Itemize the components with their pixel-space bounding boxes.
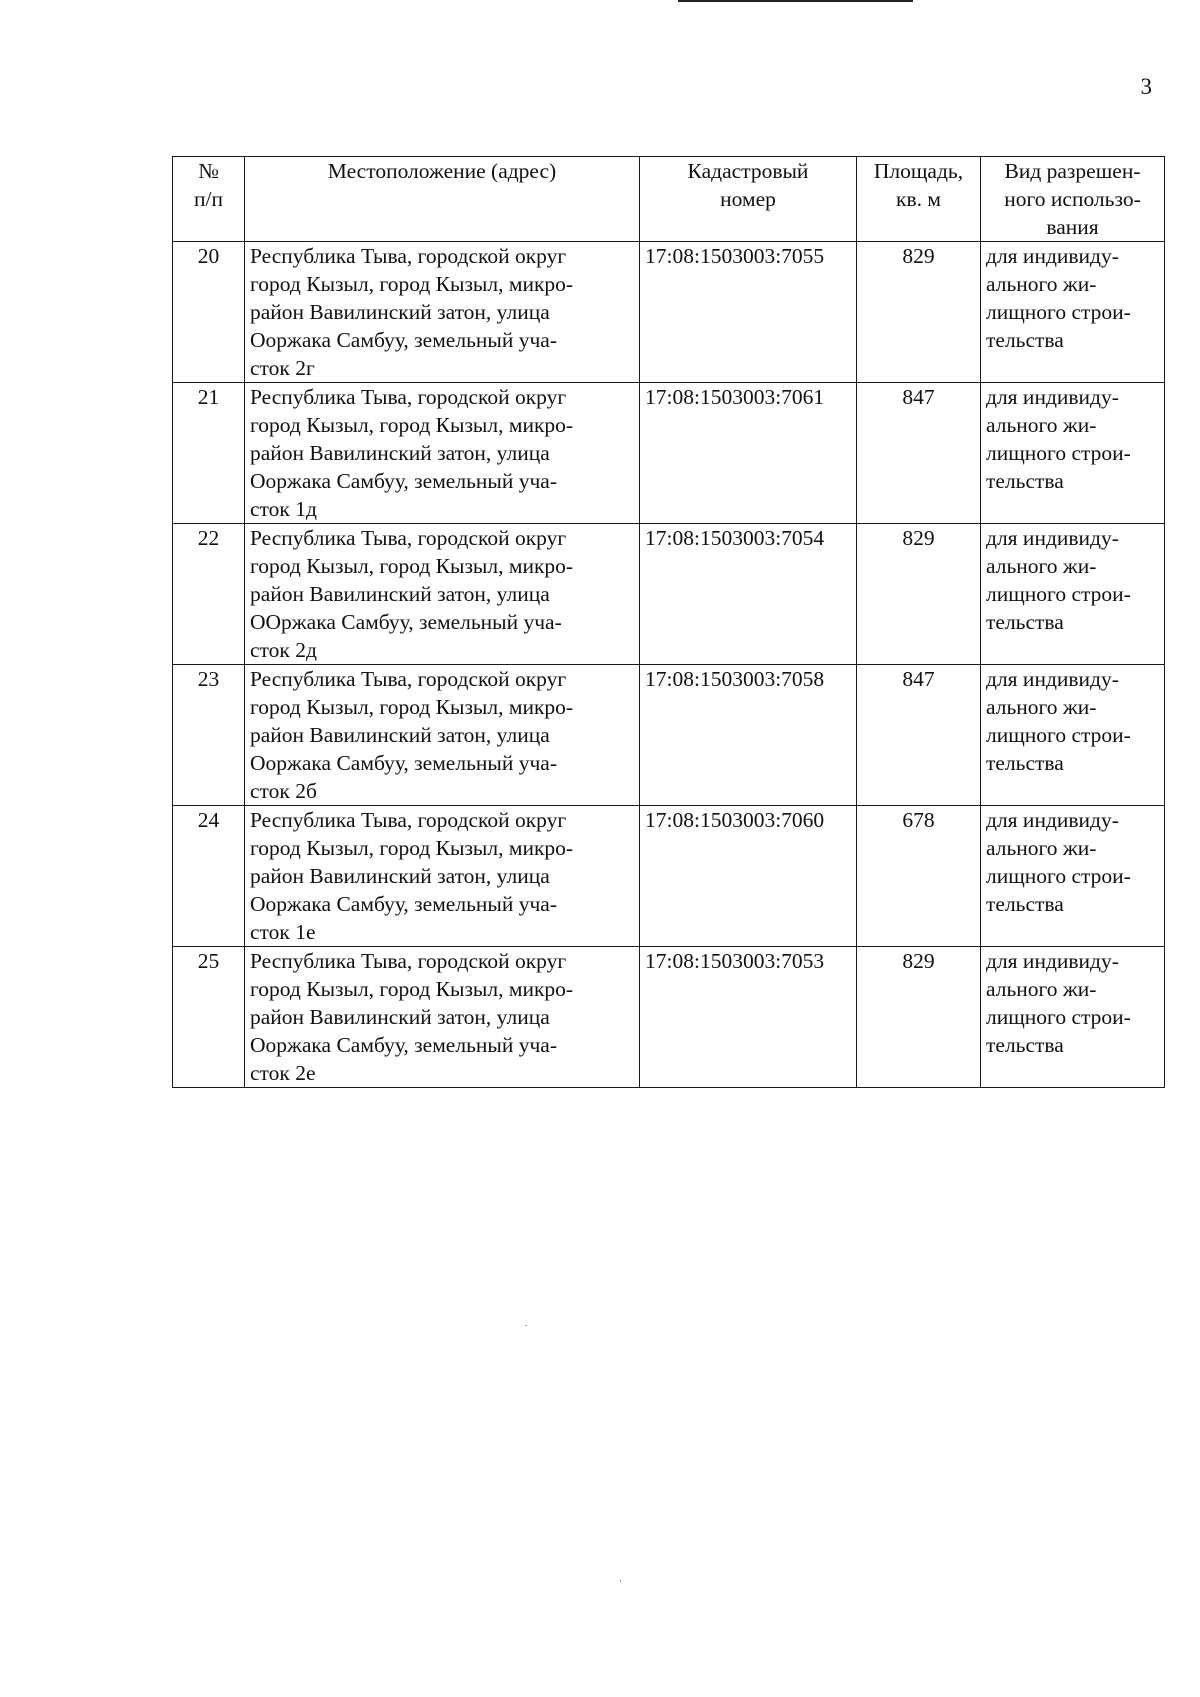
row-address: Республика Тыва, городской округ город Кызыл, город Кызыл, микро- район Вавилинский затон, улица Ооржака Самбуу, земельный уча- сток 1е <box>245 806 640 947</box>
header-number: № п/п <box>173 157 245 242</box>
table-row <box>173 947 1165 1088</box>
row-cadastral-number: 17:08:1503003:7058 <box>640 665 857 806</box>
row-number: 22 <box>173 524 245 665</box>
land-plots-table <box>172 156 1165 1088</box>
row-address: Республика Тыва, городской округ город Кызыл, город Кызыл, микро- район Вавилинский затон, улица Ооржака Самбуу, земельный уча- сток 2е <box>245 947 640 1088</box>
row-cadastral-number: 17:08:1503003:7061 <box>640 383 857 524</box>
row-area: 847 <box>857 665 981 806</box>
row-area: 678 <box>857 806 981 947</box>
top-edge-rule <box>678 0 913 2</box>
row-permitted-use: для индивиду- ального жи- лищного строи- тельства <box>981 665 1165 806</box>
row-number: 20 <box>173 242 245 383</box>
row-number: 21 <box>173 383 245 524</box>
row-area: 829 <box>857 524 981 665</box>
row-address: Республика Тыва, городской округ город Кызыл, город Кызыл, микро- район Вавилинский затон, улица ООржака Самбуу, земельный уча- сток 2д <box>245 524 640 665</box>
scan-speck <box>620 1580 621 1582</box>
row-permitted-use: для индивиду- ального жи- лищного строи- тельства <box>981 524 1165 665</box>
row-address: Республика Тыва, городской округ город Кызыл, город Кызыл, микро- район Вавилинский затон, улица Ооржака Самбуу, земельный уча- сток 1д <box>245 383 640 524</box>
row-area: 829 <box>857 947 981 1088</box>
row-permitted-use: для индивиду- ального жи- лищного строи- тельства <box>981 383 1165 524</box>
header-address: Местоположение (адрес) <box>245 157 640 242</box>
row-permitted-use: для индивиду- ального жи- лищного строи- тельства <box>981 242 1165 383</box>
header-permitted-use: Вид разрешен- ного использо- вания <box>981 157 1165 242</box>
row-area: 847 <box>857 383 981 524</box>
row-number: 25 <box>173 947 245 1088</box>
table-row <box>173 665 1165 806</box>
scan-speck <box>525 1325 527 1326</box>
row-number: 24 <box>173 806 245 947</box>
row-cadastral-number: 17:08:1503003:7060 <box>640 806 857 947</box>
table-row <box>173 242 1165 383</box>
row-cadastral-number: 17:08:1503003:7054 <box>640 524 857 665</box>
table-row <box>173 383 1165 524</box>
header-area: Площадь, кв. м <box>857 157 981 242</box>
table-header-row <box>173 157 1165 242</box>
row-permitted-use: для индивиду- ального жи- лищного строи- тельства <box>981 806 1165 947</box>
table-row <box>173 524 1165 665</box>
row-cadastral-number: 17:08:1503003:7053 <box>640 947 857 1088</box>
row-area: 829 <box>857 242 981 383</box>
page-number: 3 <box>1140 74 1152 99</box>
row-permitted-use: для индивиду- ального жи- лищного строи- тельства <box>981 947 1165 1088</box>
table-row <box>173 806 1165 947</box>
header-cadastral-number: Кадастровый номер <box>640 157 857 242</box>
row-number: 23 <box>173 665 245 806</box>
row-address: Республика Тыва, городской округ город Кызыл, город Кызыл, микро- район Вавилинский затон, улица Ооржака Самбуу, земельный уча- сток 2б <box>245 665 640 806</box>
row-cadastral-number: 17:08:1503003:7055 <box>640 242 857 383</box>
row-address: Республика Тыва, городской округ город Кызыл, город Кызыл, микро- район Вавилинский затон, улица Ооржака Самбуу, земельный уча- сток 2г <box>245 242 640 383</box>
